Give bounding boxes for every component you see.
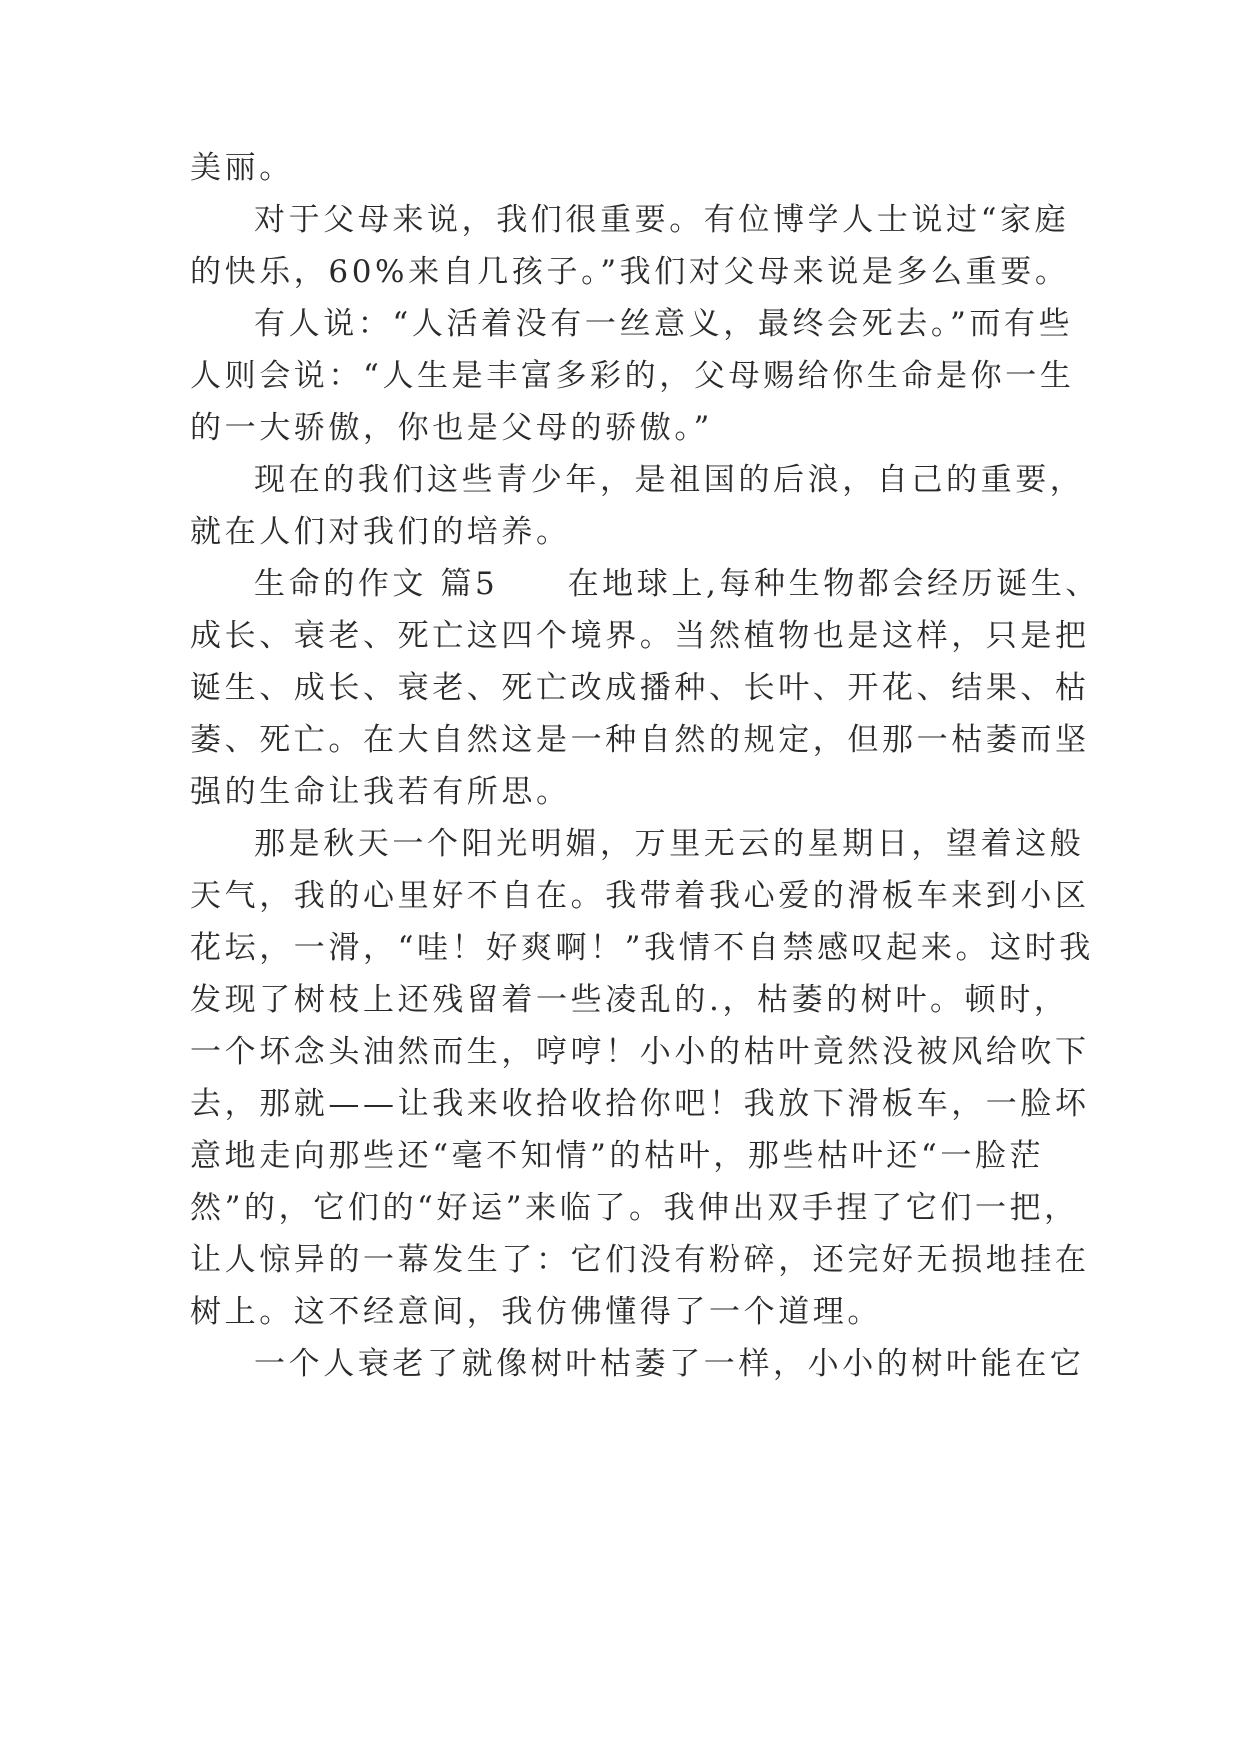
text-line: 的快乐，60%来自几孩子。”我们对父母来说是多么重要。 (190, 254, 1070, 290)
text-line: 萎、死亡。在大自然这是一种自然的规定，但那一枯萎而坚 (190, 722, 1090, 758)
text-line: 一个坏念头油然而生，哼哼！小小的枯叶竟然没被风给吹下 (190, 1034, 1090, 1070)
text-line: 花坛，一滑，“哇！好爽啊！”我情不自禁感叹起来。这时我 (190, 930, 1094, 966)
text-line: 人则会说：“人生是丰富多彩的，父母赐给你生命是你一生 (190, 358, 1075, 394)
section-heading-line: 生命的作文 篇5 在地球上,每种生物都会经历诞生、 (254, 566, 1101, 602)
text-line: 诞生、成长、衰老、死亡改成播种、长叶、开花、结果、枯 (190, 670, 1090, 706)
text-line: 然”的，它们的“好运”来临了。我伸出双手捏了它们一把， (190, 1190, 1079, 1226)
text-line: 天气，我的心里好不自在。我带着我心爱的滑板车来到小区 (190, 878, 1090, 914)
paragraph-start-line: 有人说：“人活着没有一丝意义，最终会死去。”而有些 (254, 306, 1074, 342)
paragraph-start-line: 现在的我们这些青少年，是祖国的后浪，自己的重要， (254, 462, 1085, 498)
text-line: 就在人们对我们的培养。 (190, 514, 571, 550)
text-line: 的一大骄傲，你也是父母的骄傲。” (190, 410, 713, 446)
paragraph-start-line: 那是秋天一个阳光明媚，万里无云的星期日，望着这般 (254, 826, 1085, 862)
text-line: 树上。这不经意间，我仿佛懂得了一个道理。 (190, 1294, 882, 1330)
text-line: 意地走向那些还“毫不知情”的枯叶，那些枯叶还“一脸茫 (190, 1138, 1045, 1174)
text-line: 强的生命让我若有所思。 (190, 774, 571, 810)
text-line: 去，那就——让我来收拾收拾你吧！我放下滑板车，一脸坏 (190, 1086, 1090, 1122)
paragraph-start-line: 一个人衰老了就像树叶枯萎了一样，小小的树叶能在它 (254, 1346, 1085, 1382)
paragraph-start-line: 对于父母来说，我们很重要。有位博学人士说过“家庭 (254, 202, 1070, 238)
text-line: 成长、衰老、死亡这四个境界。当然植物也是这样，只是把 (190, 618, 1090, 654)
text-line: 美丽。 (190, 150, 294, 186)
text-line: 让人惊异的一幕发生了：它们没有粉碎，还完好无损地挂在 (190, 1242, 1090, 1278)
text-line: 发现了树枝上还残留着一些凌乱的.，枯萎的树叶。顿时， (190, 982, 1069, 1018)
